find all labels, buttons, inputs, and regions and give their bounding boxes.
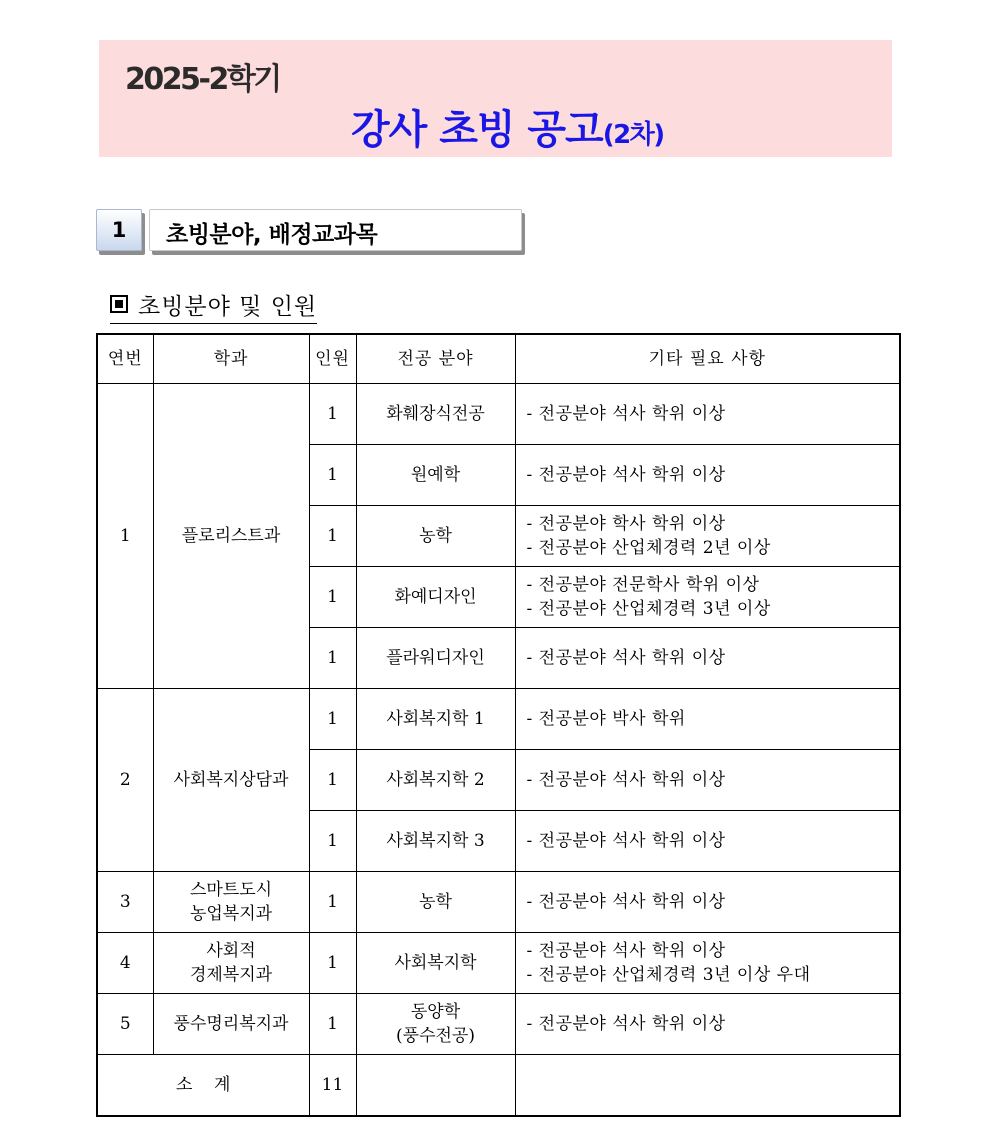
row-number-cell: 3	[97, 872, 153, 933]
major-cell-line: 동양학	[410, 1002, 461, 1022]
requirement-cell	[515, 689, 900, 750]
requirement-cell-line: - 전공분야 석사 학위 이상	[526, 892, 726, 912]
major-cell-line: 농학	[419, 526, 452, 546]
count-cell: 1	[309, 384, 356, 445]
major-cell-line: 농학	[419, 892, 452, 912]
header-cell-requirements: 기타 필요 사항	[515, 334, 900, 384]
total-count: 11	[309, 1055, 356, 1116]
major-cell-line: 사회복지학 3	[386, 831, 485, 851]
major-cell	[356, 567, 515, 628]
requirement-cell	[515, 384, 900, 445]
requirement-cell-line: - 전공분야 석사 학위 이상	[526, 648, 726, 668]
count-cell: 1	[309, 445, 356, 506]
requirement-cell	[515, 933, 900, 994]
department-cell	[153, 933, 309, 994]
count-cell: 1	[309, 506, 356, 567]
section-title-box	[149, 209, 522, 251]
department-cell-line: 농업복지과	[189, 904, 273, 924]
header-banner	[99, 40, 892, 157]
major-cell	[356, 506, 515, 567]
table-header-row	[97, 334, 900, 384]
count-cell: 1	[309, 689, 356, 750]
header-cell-no: 연번	[97, 334, 153, 384]
major-cell	[356, 750, 515, 811]
row-number-cell: 5	[97, 994, 153, 1055]
major-cell	[356, 811, 515, 872]
count-cell: 1	[309, 567, 356, 628]
requirement-cell	[515, 811, 900, 872]
requirement-cell	[515, 994, 900, 1055]
requirement-cell-line: - 전공분야 산업체경력 3년 이상	[526, 599, 771, 619]
requirement-cell	[515, 628, 900, 689]
row-number-cell: 1	[97, 384, 153, 689]
major-cell-line: 화훼장식전공	[386, 404, 485, 424]
square-bullet-icon	[110, 295, 128, 313]
requirement-cell-line: - 전공분야 학사 학위 이상	[526, 514, 726, 534]
header-cell-major: 전공 분야	[356, 334, 515, 384]
major-cell-line: 사회복지학 2	[386, 770, 485, 790]
requirement-cell	[515, 750, 900, 811]
requirement-cell-line: - 전공분야 석사 학위 이상	[526, 770, 726, 790]
table-row	[97, 689, 900, 750]
department-cell-line: 플로리스트과	[181, 526, 281, 546]
page-title	[351, 98, 664, 155]
requirement-cell-line: - 전공분야 석사 학위 이상	[526, 465, 726, 485]
department-cell	[153, 872, 309, 933]
section-number: 1	[96, 209, 142, 251]
requirement-cell-line: - 전공분야 석사 학위 이상	[526, 831, 726, 851]
department-cell	[153, 994, 309, 1055]
major-cell	[356, 628, 515, 689]
major-cell	[356, 994, 515, 1055]
count-cell: 1	[309, 750, 356, 811]
major-cell-line: 원예학	[410, 465, 461, 485]
count-cell: 1	[309, 933, 356, 994]
count-cell: 1	[309, 872, 356, 933]
requirement-cell-line: - 전공분야 산업체경력 2년 이상	[526, 538, 771, 558]
major-cell	[356, 872, 515, 933]
requirement-cell-line: - 전공분야 전문학사 학위 이상	[526, 575, 760, 595]
requirement-cell	[515, 567, 900, 628]
row-number-cell: 4	[97, 933, 153, 994]
major-cell	[356, 933, 515, 994]
requirement-cell-line: - 전공분야 산업체경력 3년 이상 우대	[526, 965, 811, 985]
requirement-cell-line: - 전공분야 박사 학위	[526, 709, 686, 729]
department-cell-line: 사회복지상담과	[173, 770, 289, 790]
count-cell: 1	[309, 628, 356, 689]
major-cell-line: 사회복지학	[394, 953, 477, 973]
major-cell	[356, 384, 515, 445]
major-cell-line: 화예디자인	[394, 587, 477, 607]
subheading	[110, 288, 317, 324]
table-body	[97, 384, 900, 1055]
count-cell: 1	[309, 811, 356, 872]
total-empty-cell	[356, 1055, 515, 1116]
table-row	[97, 384, 900, 445]
requirement-cell	[515, 445, 900, 506]
row-number-cell: 2	[97, 689, 153, 872]
major-cell-line: 플라워디자인	[386, 648, 485, 668]
total-row	[97, 1055, 900, 1116]
page-title-suffix: (2차)	[602, 120, 664, 150]
count-cell: 1	[309, 994, 356, 1055]
header-cell-dept: 학과	[153, 334, 309, 384]
department-cell	[153, 384, 309, 689]
requirement-cell	[515, 506, 900, 567]
department-cell-line: 스마트도시	[189, 880, 273, 900]
requirement-cell-line: - 전공분야 석사 학위 이상	[526, 941, 726, 961]
section-title: 초빙분야, 배정교과목	[166, 222, 378, 248]
subheading-text: 초빙분야 및 인원	[138, 294, 318, 320]
department-cell-line: 풍수명리복지과	[173, 1014, 289, 1034]
semester-label: 2025-2학기	[125, 62, 280, 97]
major-cell	[356, 445, 515, 506]
department-cell-line: 사회적	[206, 941, 256, 961]
department-cell-line: 경제복지과	[189, 965, 273, 985]
recruitment-table	[96, 333, 901, 1117]
requirement-cell	[515, 872, 900, 933]
table-row	[97, 933, 900, 994]
requirement-cell-line: - 전공분야 석사 학위 이상	[526, 1014, 726, 1034]
requirement-cell-line: - 전공분야 석사 학위 이상	[526, 404, 726, 424]
major-cell-line: (풍수전공)	[396, 1026, 475, 1046]
major-cell	[356, 689, 515, 750]
header-cell-count: 인원	[309, 334, 356, 384]
department-cell	[153, 689, 309, 872]
page-title-main: 강사 초빙 공고	[351, 107, 603, 153]
total-label: 소 계	[97, 1055, 309, 1116]
major-cell-line: 사회복지학 1	[386, 709, 485, 729]
table-row	[97, 872, 900, 933]
table-row	[97, 994, 900, 1055]
total-empty-cell	[515, 1055, 900, 1116]
